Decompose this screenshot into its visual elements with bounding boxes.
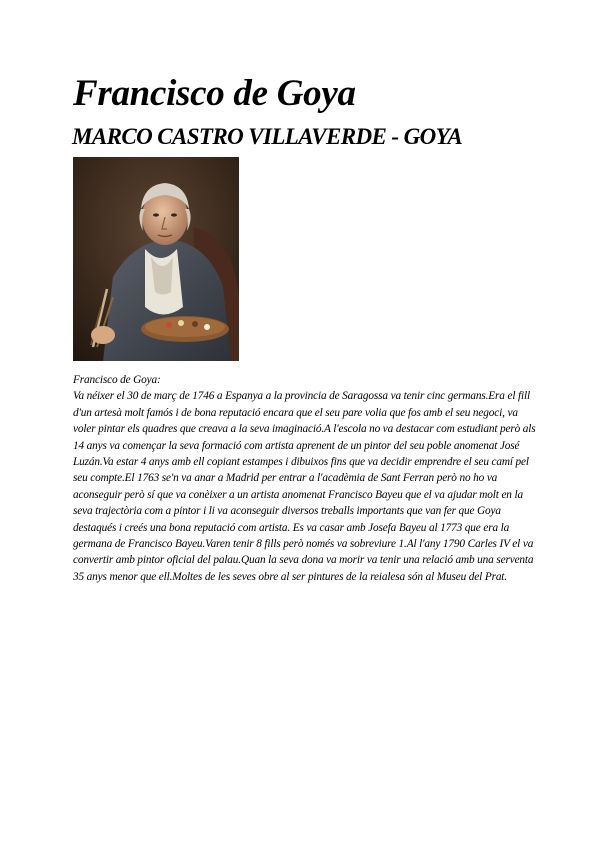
article-heading: Francisco de Goya: <box>73 374 161 386</box>
article-paragraph: Va néixer el 30 de març de 1746 a Espanya a la provincia de Saragossa va tenir cinc germans.Era el fill d'un artesà molt famós i de bona reputació encara que el seu pare volia que fos amb el seu negoci, va voler pintar els quadres que creava a la seva imaginació.A l'escola no va destacar com estudiant però als 14 anys va començar la seva formació com artista aprenent de un pintor del seu poble anomenat José Luzán.Va estar 4 anys amb ell copiant estampes i dibuixos fins que va decidir emprendre el seu camí pel seu compte.El 1763 se'n va anar a Madrid per entrar a l'acadèmia de Sant Ferran però no ho va aconseguir però sí que va conèixer a un artista anomenat Francisco Bayeu que el va ajudar molt en la seva trajectòria com a pintor i li va aconseguir diversos treballs importants que van fer que Goya destaqués i creés una bona reputació com artista. Es va casar amb Josefa Bayeu al 1773 que era la germana de Francisco Bayeu.Varen tenir 8 fills però només va sobreviure 1.Al l'any 1790 Carles IV el va convertir amb pintor oficial del palau.Quan la seva dona va morir va tenir una relació amb una serventa 35 anys menor que ell.Moltes de les seves obre al ser pintures de la reialesa són al Museu del Prat. <box>73 390 536 583</box>
page-subtitle: MARCO CASTRO VILLAVERDE - GOYA <box>72 124 463 149</box>
portrait-painting-image <box>73 157 239 361</box>
article-body <box>73 372 541 585</box>
page-title: Francisco de Goya <box>73 73 356 114</box>
